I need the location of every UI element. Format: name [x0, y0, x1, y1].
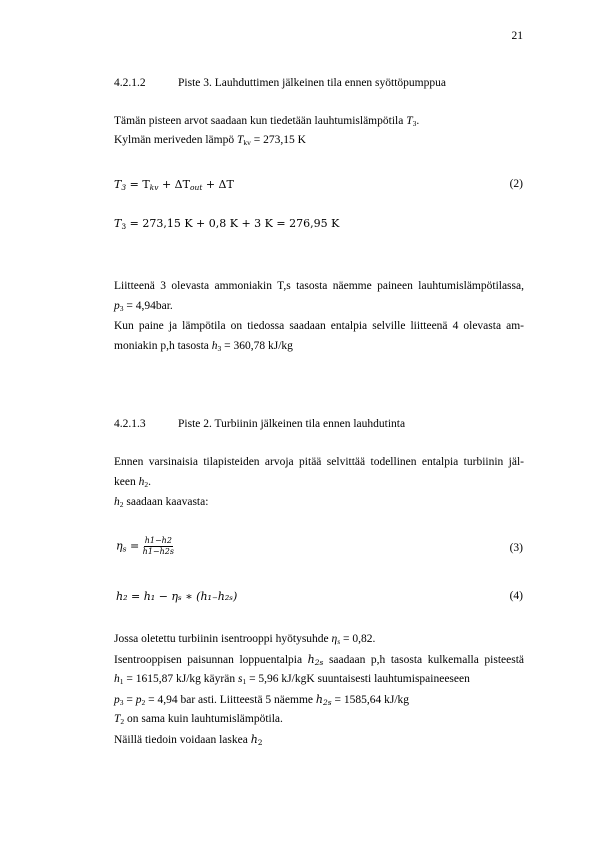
text-line: $T_2$ on sama kuin lauhtumislämpötila.: [114, 713, 283, 726]
paragraph-line: Isentrooppisen paisunnan loppuentalpia $h_{2s}$ saadaan p,h tasosta kulkemalla pisteestä: [114, 653, 524, 667]
section-title: Piste 2. Turbiinin jälkeinen tila ennen lauhdutinta: [178, 418, 406, 430]
fraction: $\frac{h1-h2}{h1-h2s}$: [142, 536, 174, 556]
text-line: $h_2$ saadaan kaavasta:: [114, 496, 209, 509]
section-title: Piste 3. Lauhduttimen jälkeinen tila ennen syöttöpumppua: [178, 77, 446, 89]
equation-3: $\eta_s$ = $\frac{h1-h2}{h1-h2s}$: [116, 536, 174, 556]
paragraph-line: Liitteenä 3 olevasta ammoniakin T,s tasosta näemme paineen lauhtumislämpötilassa,: [114, 280, 524, 292]
equation-4: h₂ = h₁ − ηₛ ∗ (h₁₋h₂ₛ): [116, 590, 238, 603]
text-line: Näillä tiedoin voidaan laskea $h_2$: [114, 733, 263, 747]
text-line: Tämän pisteen arvot saadaan kun tiedetään lauhtumislämpötila $T_3$.: [114, 115, 420, 128]
text-line: $p_3 = p_2 = 4,94$ bar asti. Liitteestä 5 näemme $h_{2s} = 1585,64$ kJ/kg: [114, 693, 410, 707]
paragraph-line: Ennen varsinaisia tilapisteiden arvoja pitää selvittää todellinen entalpia turbiinin jäl-: [114, 456, 524, 468]
text-line: $p_3 = 4,94bar$.: [114, 300, 173, 313]
page-number: 21: [511, 30, 523, 42]
section-heading-4-2-1-3: [114, 418, 405, 430]
text-line: Kylmän meriveden lämpö $T_{kv} = 273,15$ K: [114, 134, 306, 147]
text-line: moniakin p,h tasosta $h_3 = 360,78$ kJ/kg: [114, 340, 293, 353]
equation-2-evaluated: $T_3 = 273,15$ K + 0,8 K + 3 K = 276,95 K: [114, 217, 340, 231]
equation-number: (2): [509, 178, 523, 190]
equation-2: $T_3 = T_{kv} + \Delta T_{out} + \Delta T$: [114, 178, 234, 192]
text-line: Jossa oletettu turbiinin isentrooppi hyötysuhde $\eta_s = 0,82$.: [114, 633, 376, 646]
equation-number: (4): [509, 590, 523, 602]
text-line: keen $h_2$.: [114, 476, 151, 489]
section-number: 4.2.1.3: [114, 418, 146, 430]
section-number: 4.2.1.2: [114, 77, 146, 89]
section-heading-4-2-1-2: [114, 77, 446, 89]
paragraph-line: Kun paine ja lämpötila on tiedossa saadaan entalpia selville liitteenä 4 olevasta am-: [114, 320, 524, 332]
text-line: $h_1 = 1615,87$ kJ/kg käyrän $s_1 = 5,96$ kJ/kgK suuntaisesti lauhtumispaineeseen: [114, 673, 470, 686]
equation-number: (3): [509, 542, 523, 554]
